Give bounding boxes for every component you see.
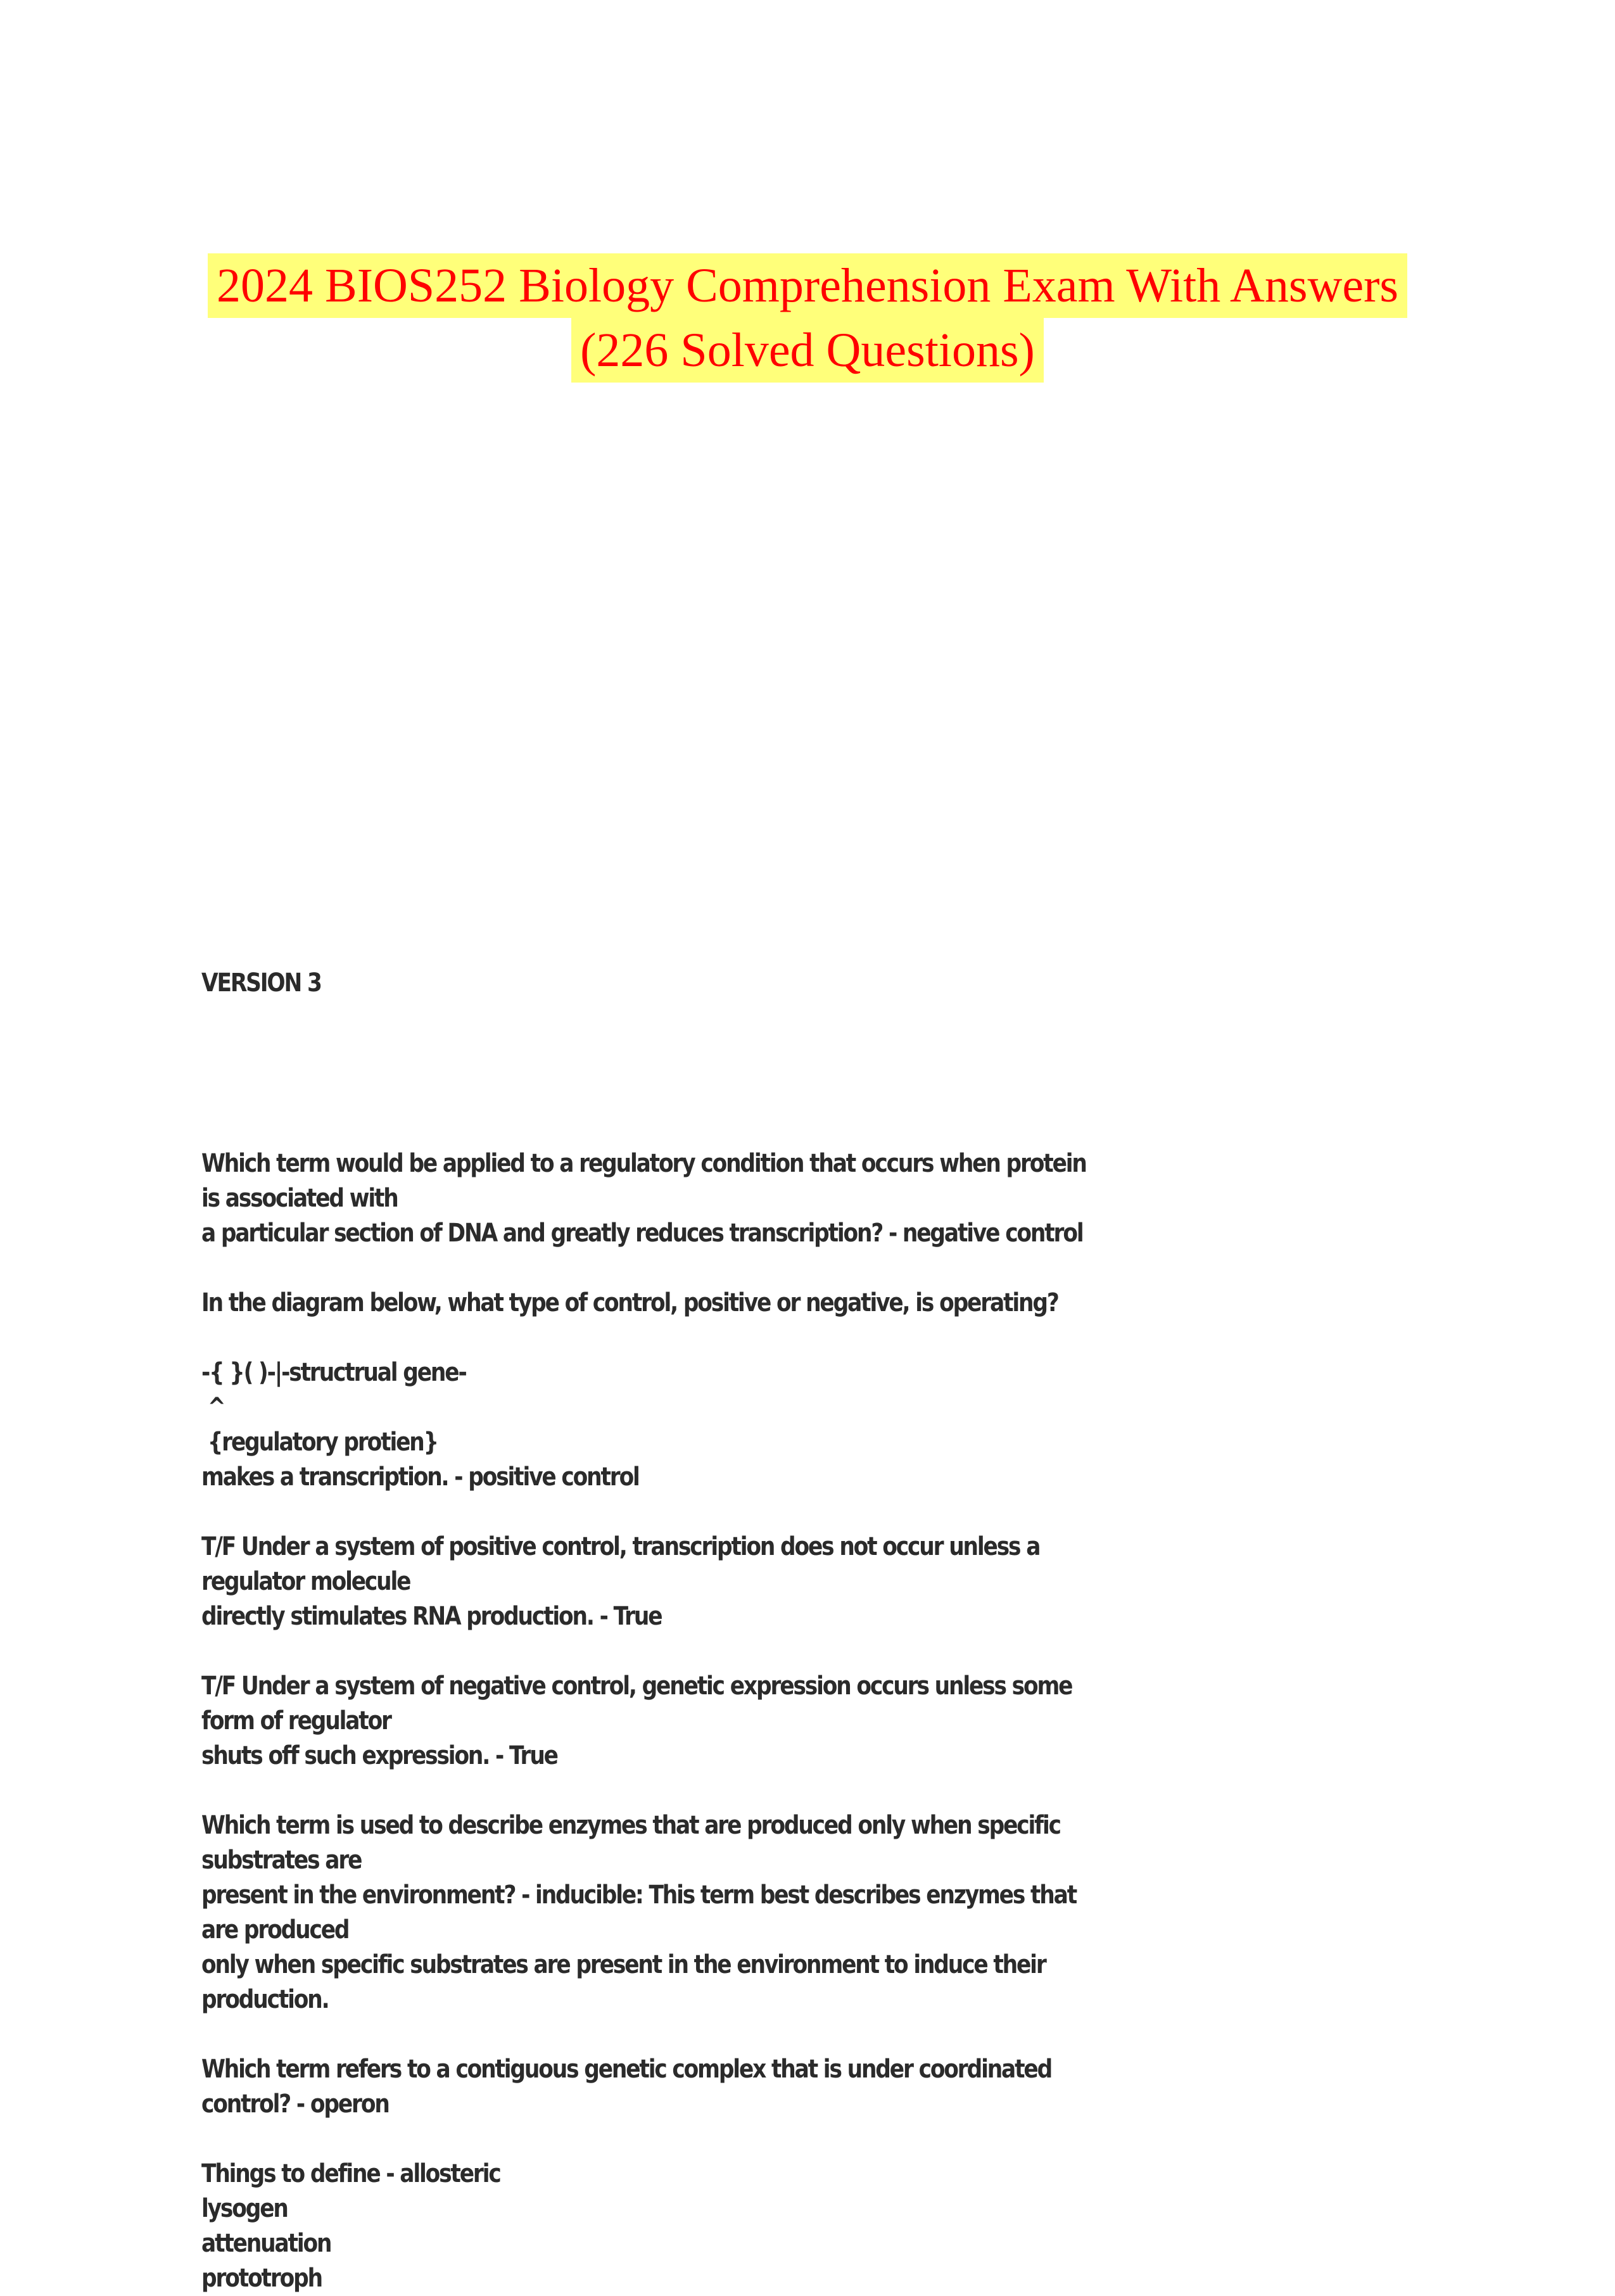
question-2-answer: makes a transcription. - positive control	[201, 1462, 639, 1492]
define-list-line-2: lysogen	[201, 2194, 288, 2223]
question-3: T/F Under a system of positive control, transcription does not occur unless a regulator molecule directly stimulates RNA production. - True	[201, 1532, 1040, 1631]
question-5: Which term is used to describe enzymes that are produced only when specific substrates are present in the environment? - inducible: This term best describes enzymes that are produced only when specific substrates are present in the environment to induce their production.	[201, 1811, 1076, 2014]
diagram-line-1: -{ }( )-|-structrual gene-	[201, 1358, 466, 1387]
title-line-2: (226 Solved Questions)	[571, 318, 1044, 383]
question-2: In the diagram below, what type of control, positive or negative, is operating?	[201, 1288, 1058, 1317]
define-list-line-4: prototroph	[201, 2264, 322, 2293]
diagram-line-3: {regulatory protien}	[201, 1428, 438, 1457]
document-body	[201, 966, 1094, 2296]
diagram-line-2: ^	[201, 1393, 225, 1422]
title-line-1: 2024 BIOS252 Biology Comprehension Exam With Answers	[208, 253, 1407, 318]
define-list-line-1: Things to define - allosteric	[201, 2159, 500, 2188]
question-4: T/F Under a system of negative control, genetic expression occurs unless some form of regulator shuts off such expression. - True	[201, 1671, 1072, 1770]
document-title	[0, 253, 1615, 383]
question-6: Which term refers to a contiguous genetic complex that is under coordinated control? - operon	[201, 2055, 1052, 2119]
version-label: VERSION 3	[201, 968, 321, 998]
define-list-line-3: attenuation	[201, 2229, 331, 2258]
question-1: Which term would be applied to a regulatory condition that occurs when protein is associated with a particular section of DNA and greatly reduces transcription? - negative control	[201, 1149, 1086, 1248]
